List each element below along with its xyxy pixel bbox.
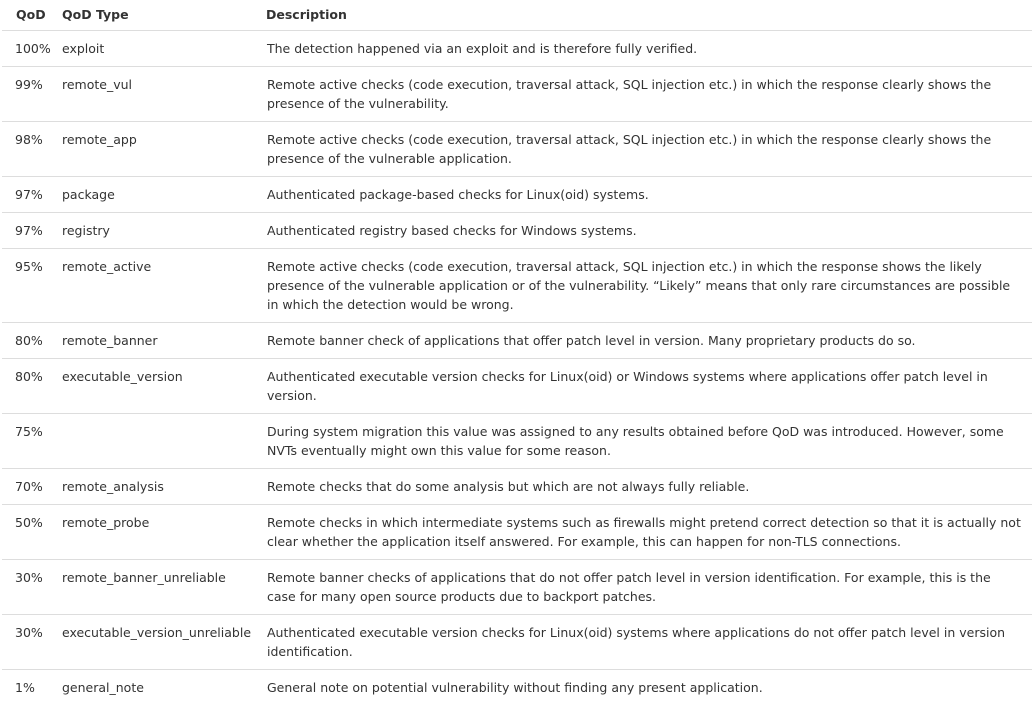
table-row: [2, 469, 1032, 505]
header-description: Description: [254, 0, 1032, 31]
qod-value: 95%: [2, 249, 50, 323]
table-header: [2, 0, 1032, 31]
table-row: [2, 505, 1032, 560]
qod-value: 30%: [2, 615, 50, 670]
table-row: [2, 323, 1032, 359]
qod-value: 97%: [2, 177, 50, 213]
qod-type: remote_banner_unreliable: [50, 560, 254, 615]
qod-description: Remote active checks (code execution, traversal attack, SQL injection etc.) in which the response shows the likely presence of the vulnerable application or of the vulnerability. “Likely” means that only rare circumstances are possible in which the detection would be wrong.: [254, 249, 1032, 323]
qod-description: Authenticated package-based checks for Linux(oid) systems.: [254, 177, 1032, 213]
qod-description: Authenticated registry based checks for Windows systems.: [254, 213, 1032, 249]
table-body: [2, 31, 1032, 705]
qod-type: package: [50, 177, 254, 213]
qod-type: [50, 414, 254, 469]
qod-table: [2, 0, 1032, 705]
qod-type: exploit: [50, 31, 254, 67]
qod-value: 50%: [2, 505, 50, 560]
qod-value: 100%: [2, 31, 50, 67]
qod-description: Authenticated executable version checks for Linux(oid) or Windows systems where applications offer patch level in version.: [254, 359, 1032, 414]
qod-type: general_note: [50, 670, 254, 705]
qod-description: Authenticated executable version checks for Linux(oid) systems where applications do not offer patch level in version identification.: [254, 615, 1032, 670]
table-row: [2, 213, 1032, 249]
table-row: [2, 414, 1032, 469]
qod-value: 80%: [2, 359, 50, 414]
table-row: [2, 670, 1032, 705]
qod-type: remote_banner: [50, 323, 254, 359]
qod-value: 99%: [2, 67, 50, 122]
table-row: [2, 615, 1032, 670]
table-row: [2, 560, 1032, 615]
qod-type: remote_probe: [50, 505, 254, 560]
qod-type: registry: [50, 213, 254, 249]
qod-value: 75%: [2, 414, 50, 469]
qod-description: The detection happened via an exploit and is therefore fully verified.: [254, 31, 1032, 67]
header-qod: QoD: [2, 0, 50, 31]
qod-value: 80%: [2, 323, 50, 359]
qod-type: remote_active: [50, 249, 254, 323]
header-row: [2, 0, 1032, 31]
qod-type: executable_version_unreliable: [50, 615, 254, 670]
qod-type: remote_app: [50, 122, 254, 177]
qod-description: Remote banner check of applications that offer patch level in version. Many proprietary products do so.: [254, 323, 1032, 359]
qod-value: 70%: [2, 469, 50, 505]
qod-description: Remote checks in which intermediate systems such as firewalls might pretend correct detection so that it is actually not clear whether the application itself answered. For example, this can happen for non-TLS connections.: [254, 505, 1032, 560]
qod-type: remote_analysis: [50, 469, 254, 505]
qod-value: 97%: [2, 213, 50, 249]
qod-description: General note on potential vulnerability without finding any present application.: [254, 670, 1032, 705]
table-row: [2, 67, 1032, 122]
qod-description: Remote active checks (code execution, traversal attack, SQL injection etc.) in which the response clearly shows the presence of the vulnerability.: [254, 67, 1032, 122]
table-row: [2, 249, 1032, 323]
table-row: [2, 31, 1032, 67]
qod-type: remote_vul: [50, 67, 254, 122]
qod-description: Remote active checks (code execution, traversal attack, SQL injection etc.) in which the response clearly shows the presence of the vulnerable application.: [254, 122, 1032, 177]
qod-value: 30%: [2, 560, 50, 615]
table-row: [2, 359, 1032, 414]
qod-description: Remote banner checks of applications that do not offer patch level in version identification. For example, this is the case for many open source products due to backport patches.: [254, 560, 1032, 615]
table-row: [2, 177, 1032, 213]
table-row: [2, 122, 1032, 177]
qod-value: 98%: [2, 122, 50, 177]
qod-description: During system migration this value was assigned to any results obtained before QoD was introduced. However, some NVTs eventually might own this value for some reason.: [254, 414, 1032, 469]
qod-value: 1%: [2, 670, 50, 705]
qod-description: Remote checks that do some analysis but which are not always fully reliable.: [254, 469, 1032, 505]
qod-type: executable_version: [50, 359, 254, 414]
header-qod-type: QoD Type: [50, 0, 254, 31]
